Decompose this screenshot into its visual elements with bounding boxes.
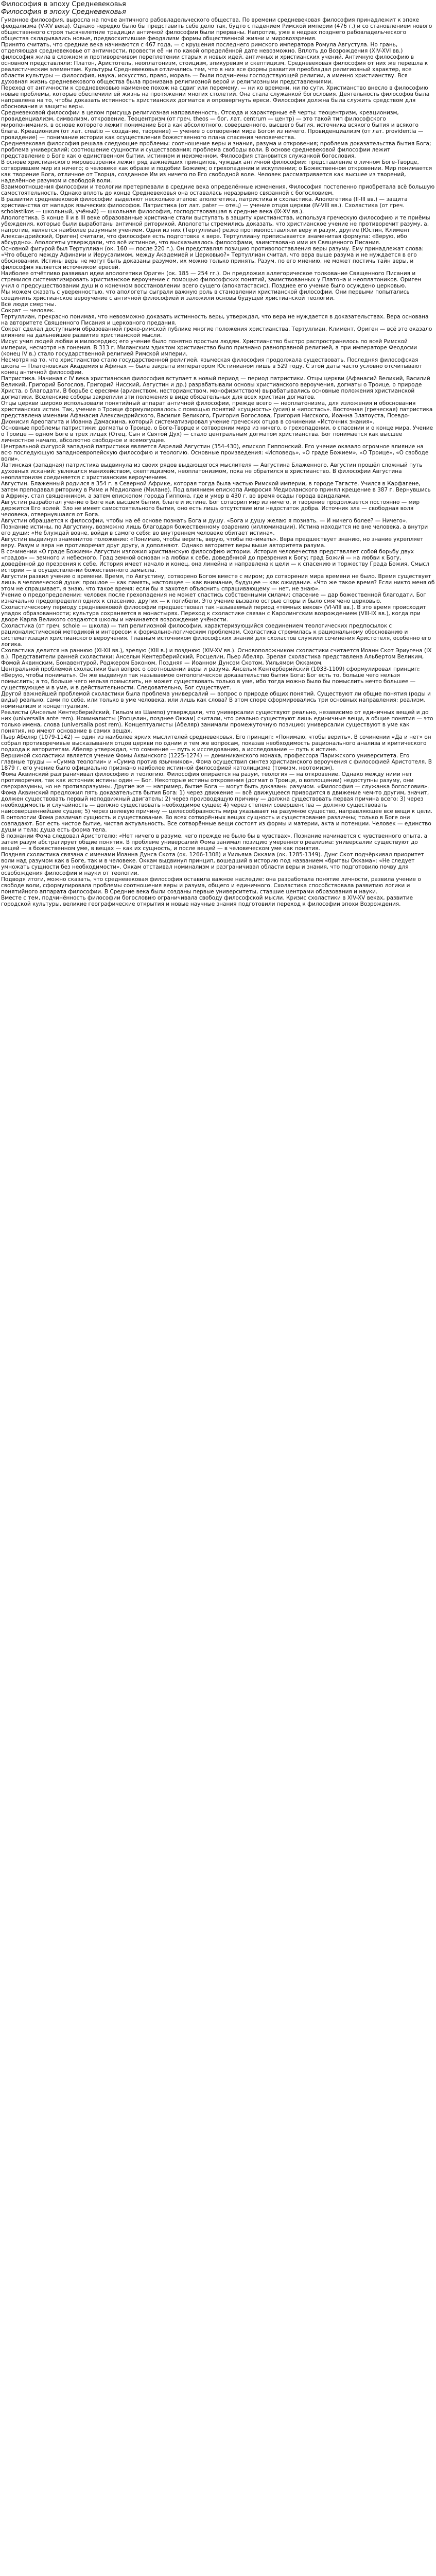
body-paragraph: Наиболее отчётливо развивал идеи апологетики Ориген (ок. 185 — 254 гг.). Он предложил аллегорическое толкование Священного Писания и стремился систематизировать христианское вероучение с помощью философских понятий, заимствованных у Платона и неоплатоников. Ориген учил о предсуществовании душ и о конечном восстановлении всего сущего (апокатастасис). Позднее его учение было осуждено церковью. bbox=[1, 270, 422, 289]
body-paragraph: Гуманное философия, выросла на почве античного рабовладельческого общества. По времени средневековая философия принадлежит к эпохе феодализма (V-XV века). Однако нередко было бы представить себе дело так, будто с падением Римской империи (476 г.) и со становлением нового общественного строя тысячелетние традиции античной философии были прерваны. Напротив, уже в недрах позднего рабовладельческого общества складывались новые, предвосхитившие феодализм формы общественной жизни и мировоззрения. bbox=[1, 17, 432, 42]
body-paragraph: Мы можем сказать с уверенностью, что апологеты сыграли важную роль в становлении христианской философии. Они первыми попытались соединить христианское вероучение с античной философией и заложили основы будущей христианской теологии. bbox=[1, 289, 410, 301]
document-subtitle: Философия в эпоху Средневековья bbox=[1, 8, 126, 16]
document-page bbox=[0, 0, 436, 907]
body-paragraph: Иисус учил людей любви и милосердию; его учение было понятно простым людям. Христианство быстро распространялось по всей Римской империи, несмотря на гонения. В 313 г. Миланским эдиктом христианство было признано равноправной религией, а при императоре Феодосии (конец IV в.) стало государственной религией Римской империи. bbox=[1, 338, 417, 357]
body-paragraph: Несмотря на то, что христианство стало государственной религией, языческая философия продолжала существовать. Последняя философская школа — Платоновская Академия в Афинах — была закрыта императором Юстинианом лишь в 529 году. С этой даты часто условно отсчитывают конец античной философии. bbox=[1, 357, 423, 376]
body-paragraph: Всё люди смертны. bbox=[1, 301, 57, 308]
body-paragraph: Фома Аквинский предложил пять доказательств бытия Бога: 1) через движение — всё движущееся приводится в движение чем-то другим, значит, должен существовать первый неподвижный двигатель; 2) через производящую причину — должна существовать первая причина всего; 3) через необходимость и случайность — должно существовать необходимое сущее; 4) через степени совершенства — должно существовать наисовершеннейшее сущее; 5) через целевую причину — целесообразность мира указывает на разумное существо, направляющее все вещи к цели. bbox=[1, 790, 433, 815]
body-paragraph: Основной фигурой был Тертуллиан (ок. 160 — после 220 г.). Он представлял позицию противопоставления веры разуму. Ему принадлежат слова: «Что общего между Афинами и Иерусалимом, между Академией и Церковью?» Тертуллиан считал, что вера выше разума и не нуждается в его обосновании. Истины веры не могут быть доказаны разумом, их можно только принять. Разум, по его мнению, не может постичь тайн веры, и философия является источником ересей. bbox=[1, 246, 424, 270]
body-paragraph: Сократ — человек. bbox=[1, 308, 55, 314]
body-paragraph: Основные проблемы патристики: догматы о Троице, о Боге-Творце и сотворении мира из ничего, о грехопадении, о спасении и о конце мира. Учение о Троице — одном Боге в трёх лицах (Отец, Сын и Святой Дух) — стало центральным догматом христианства. Бог понимается как высшее личностное начало, абсолютно свободное и всемогущее. bbox=[1, 425, 433, 444]
body-paragraph: Схоластика (от греч. schole — школа) — тип религиозной философии, характеризующийся соединением теологических предпосылок с рационалистической методикой и интересом к формально-логическим проблемам. Схоластика стремилась к рациональному обоснованию и систематизации христианского вероучения. Главным источником философских знаний для схоластов служили сочинения Аристотеля, особенно его логика. bbox=[1, 623, 431, 648]
body-paragraph: Вершиной схоластики является учение Фомы Аквинского (1225-1274) — доминиканского монаха, профессора Парижского университета. Его главные труды — «Сумма теологии» и «Сумма против язычников». Фома осуществил синтез христианского вероучения с философией Аристотеля. В 1879 г. его учение было официально признано наиболее истинной философией католицизма (томизм, неотомизм). bbox=[1, 753, 432, 771]
document-title: Философия в эпоху Средневековья bbox=[1, 1, 126, 8]
body-paragraph: Принято считать, что средние века начинаются с 467 года, — с крушения последнего римского императора Ромула Августула. Но грань, отделяющая средневековье от античности, провести её ни по какой определённой дате невозможно. Вплоть до Возрождения (XIV-XVI вв.) философия жила в сложном и противоречивом переплетении старых и новых идей, античных и христианских учений. Античную философию в основном представляли: Платон, Аристотель, неоплатонизм, стоицизм, эпикуреизм и скептицизм. Средневековая философия от них же перешла к реалистическим элементам. Культуры Средневековья отличались тем, что в них все формы развития преобладал религиозный характер, все области культуры — философия, наука, искусство, право, мораль — были подчинены господствующей религии, а именно христианству. Вся духовная жизнь средневекового общества была пронизана религиозной верой и религиозными представлениями. bbox=[1, 42, 428, 85]
body-paragraph: В онтологии Фома различал сущность и существование. Во всех сотворённых вещах сущность и существование различны; только в Боге они совпадают. Бог есть чистое бытие, чистая актуальность. Все сотворённые вещи состоят из формы и материи, акта и потенции. Человек — единство души и тела; душа есть форма тела. bbox=[1, 815, 431, 833]
body-paragraph: Августин. Блаженный родился в 354 г. в Северной Африке, которая тогда была частью Римской империи, в городе Тагасте. Учился в Карфагене, затем преподавал риторику в Риме и Медиолане (Милане). Под влиянием епископа Амвросия Медиоланского принял крещение в 387 г. Вернувшись в Африку, стал священником, а затем епископом города Гиппона, где и умер в 430 г. во время осады города вандалами. bbox=[1, 481, 431, 499]
body-paragraph: В познании Фома следовал Аристотелю: «Нет ничего в разуме, чего прежде не было бы в чувствах». Познание начинается с чувственного опыта, а затем разум абстрагирует общие понятия. В проблеме универсалий Фома занимал позицию умеренного реализма: универсалии существуют до вещей — в божественном уме, в вещах — как их сущность, и после вещей — в человеческом уме как понятия. bbox=[1, 833, 428, 852]
body-paragraph: Схоластическому периоду средневековой философии предшествовал так называемый период «тёмных веков» (VI-VIII вв.). В это время происходит упадок образованности; культура сохраняется в монастырях. Переход к схоластике связан с Каролингским возрождением (VIII-IX вв.), когда при дворе Карла Великого создаются школы и начинается возрождение учёности. bbox=[1, 604, 426, 623]
body-paragraph: Латинская (западная) патристика выдвинула из своих рядов выдающегося мыслителя — Августина Блаженного. Августин прошёл сложный путь духовных исканий: увлекался манихейством, скептицизмом, неоплатонизмом, пока не обратился в христианство. В философии Августина неоплатонизм соединяется с христианским вероучением. bbox=[1, 462, 423, 481]
body-paragraph: Августин выдвинул знаменитое положение: «Понимаю, чтобы верить, верую, чтобы понимать». Вера предшествует знанию, но знание укрепляет веру. Разум и вера не противоречат друг другу, а дополняют. Однако авторитет веры выше авторитета разума. bbox=[1, 536, 424, 549]
body-paragraph: В сочинении «О граде Божием» Августин изложил христианскую философию истории. История человечества представляет собой борьбу двух «градов» — земного и небесного. Град земной основан на любви к себе, доведённой до презрения к Богу; град Божий — на любви к Богу, доведённой до презрения к себе. История имеет начало и конец, она линейна и направлена к цели — к спасению и торжеству Града Божия. Смысл истории — в осуществлении божественного замысла. bbox=[1, 549, 429, 573]
document-body bbox=[0, 17, 436, 907]
body-paragraph: Тертуллиан, прекрасно понимая, что невозможно доказать истинность веры, утверждал, что вера не нуждается в доказательствах. Вера основана на авторитете Священного Писания и церковного предания. bbox=[1, 314, 429, 326]
body-paragraph: Пьер Абеляр (1079-1142) — один из наиболее ярких мыслителей средневековья. Его принцип: «Понимаю, чтобы верить». В сочинении «Да и нет» он собрал противоречивые высказывания отцов церкви по одним и тем же вопросам, показав необходимость рационального анализа и критического подхода к авторитетам. Абеляр утверждал, что сомнение — путь к исследованию, а исследование — путь к истине. bbox=[1, 734, 431, 753]
body-paragraph: Августин развил учение о времени. Время, по Августину, сотворено Богом вместе с миром; до сотворения мира времени не было. Время существует лишь в человеческой душе: прошлое — как память, настоящее — как внимание, будущее — как ожидание. «Что же такое время? Если никто меня об этом не спрашивает, я знаю, что такое время; если бы я захотел объяснить спрашивающему — нет, не знаю». bbox=[1, 573, 435, 592]
body-paragraph: Другой важнейшей проблемой схоластики была проблема универсалий — вопрос о природе общих понятий. Существуют ли общие понятия (роды и виды) реально, сами по себе, или только в уме человека, или лишь как слова? В этом споре сформировались три основных направления: реализм, номинализм и концептуализм. bbox=[1, 691, 431, 709]
body-paragraph: В развитии средневековой философии выделяют несколько этапов: апологетика, патристика и схоластика. Апологетика (II-III вв.) — защита христианства от нападок языческих философов. Патристика (от лат. pater — отец) — учение отцов церкви (IV-VIII вв.). Схоластика (от греч. scholastikos — школьный, учёный) — школьная философия, господствовавшая в средние века (IX-XV вв.). bbox=[1, 196, 408, 215]
body-paragraph: Подводя итоги, можно сказать, что средневековая философия оставила важное наследие: она разработала понятие личности, развила учение о свободе воли, сформулировала проблемы соотношения веры и разума, общего и единичного. Схоластика способствовала развитию логики и понятийного аппарата философии. В Средние века были созданы первые университеты, ставшие центрами образования и науки. bbox=[1, 876, 421, 895]
body-paragraph: В основе христианского мировоззрения лежит ряд важнейших принципов, чуждых античной философии: представление о личном Боге-Творце, сотворившем мир из ничего; о человеке как образе и подобии Божием; о грехопадении и искуплении; о Божественном откровении. Мир понимается как творение Бога, отличное от Творца, созданное Им из ничего по Его свободной воле. Человек рассматривается как высшее из творений, наделённое разумом и свободой воли. bbox=[1, 159, 432, 184]
body-paragraph: Патристика. Начиная с IV века христианская философия вступает в новый период — период патристики. Отцы церкви (Афанасий Великий, Василий Великий, Григорий Богослов, Григорий Нисский, Августин и др.) разрабатывали основы христианского вероучения, догматы о Троице, о природе Христа, о благодати. В борьбе с ересями (арианством, несторианством, монофизитством) вырабатывались основные положения христианской догматики. Вселенские соборы закрепили эти положения в виде обязательных для всех христиан догматов. bbox=[1, 376, 430, 400]
body-paragraph: Апологетика. В конце II и в III веке образованные христиане стали выступать в защиту христианства, используя греческую философию и те приёмы убеждения, которые были выработаны античной риторикой. Апологеты стремились доказать, что христианское учение не противоречит разуму, а, напротив, является наиболее разумным учением. Одни из них (Тертуллиан) резко противопоставляли веру и разум, другие (Юстин, Климент Александрийский, Ориген) считали, что философия есть подготовка к вере. Тертуллиану приписывается знаменитая формула: «Верую, ибо абсурдно». Апологеты утверждали, что всё истинное, что высказывалось философами, заимствовано ими из Священного Писания. bbox=[1, 215, 430, 246]
body-paragraph: Вместе с тем, подчинённость философии богословию ограничивала свободу философской мысли. Кризис схоластики в XIV-XV веках, развитие городской культуры, великие географические открытия и новые научные знания подготовили переход к философии эпохи Возрождения. bbox=[1, 895, 413, 907]
body-paragraph: Фома Аквинский разграничивал философию и теологию. Философия опирается на разум, теология — на откровение. Однако между ними нет противоречия, так как источник истины один — Бог. Некоторые истины откровения (догмат о Троице, о воплощении) недоступны разуму, они сверхразумны, но не противоразумны. Другие же — например, бытие Бога — могут быть доказаны разумом. «Философия — служанка богословия». bbox=[1, 771, 429, 790]
body-paragraph: Учение о предопределении: человек после грехопадения не может спастись собственными силами; спасение — дар божественной благодати. Бог изначально предопределил одних к спасению, других — к погибели. Это учение вызвало острые споры и было смягчено церковью. bbox=[1, 592, 426, 604]
body-paragraph: Августин разработал учение о Боге как высшем бытии, благе и истине. Бог сотворил мир из ничего, и творение продолжается постоянно — мир держится Его волей. Зло не имеет самостоятельного бытия, оно есть лишь отсутствие или недостаток добра. Источник зла — свободная воля человека, отвернувшаяся от Бога. bbox=[1, 499, 420, 518]
body-paragraph: Отцы церкви широко использовали понятийный аппарат античной философии, прежде всего — неоплатонизма, для изложения и обоснования христианских истин. Так, учение о Троице формулировалось с помощью понятий «сущность» (усия) и «ипостась». Восточная (греческая) патристика представлена именами Афанасия Александрийского, Василия Великого, Григория Богослова, Григория Нисского, Иоанна Златоуста, Псевдо-Дионисия Ареопагита и Иоанна Дамаскина, который систематизировал учение греческих отцов в сочинении «Источник знания». bbox=[1, 400, 433, 425]
body-paragraph: Августин обращается к философии, чтобы на её основе познать Бога и душу. «Бога и душу желаю я познать. — И ничего более? — Ничего». Познание истины, по Августину, возможно лишь благодаря божественному озарению (иллюминации). Истина находится не вне человека, а внутри его души: «Не блуждай вовне, войди в самого себя: во внутреннем человеке обитает истина». bbox=[1, 518, 428, 536]
body-paragraph: Сократ сделал доступными образованной греко-римской публике многие положения христианства. Тертуллиан, Климент, Ориген — всё это оказало влияние на дальнейшее развитие христианской мысли. bbox=[1, 326, 432, 338]
body-paragraph: Поздняя схоластика связана с именами Иоанна Дунса Скота (ок. 1266-1308) и Уильяма Оккама (ок. 1285-1349). Дунс Скот подчёркивал приоритет воли над разумом как в Боге, так и в человеке. Оккам выдвинул принцип, вошедший в историю под названием «бритвы Оккама»: «Не следует умножать сущности без необходимости». Оккам отстаивал номинализм и разграничивал области веры и знания, что подготовило почву для освобождения философии и науки от теологии. bbox=[1, 852, 424, 876]
body-paragraph: Средневековой философии в целом присуща религиозная направленность. Отсюда и характерные её черты: теоцентризм, креационизм, провиденциализм, символизм, откровение. Теоцентризм (от греч. theos — бог, лат. centrum — центр) — это такой тип философского миропонимания, в основе которого лежит понимание Бога как абсолютного, совершенного, высшего бытия, источника всякого бытия и всякого блага. Креационизм (от лат. creatio — создание, творение) — учение о сотворении мира Богом из ничего. Провиденциализм (от лат. providentia — провидение) — понимание истории как осуществления божественного плана спасения человечества. bbox=[1, 110, 424, 141]
body-paragraph: Реалисты (Ансельм Кентерберийский, Гильом из Шампо) утверждали, что универсалии существуют реально, независимо от единичных вещей и до них (universalia ante rem). Номиналисты (Росцелин, позднее Оккам) считали, что реально существуют лишь единичные вещи, а общие понятия — это только имена, слова (universalia post rem). Концептуалисты (Абеляр) занимали промежуточную позицию: универсалии существуют в уме как понятия, но имеют основание в самих вещах. bbox=[1, 709, 433, 734]
body-paragraph: Центральной фигурой западной патристики является Аврелий Августин (354-430), епископ Гиппонский. Его учение оказало огромное влияние на всю последующую западноевропейскую философию и теологию. Основные произведения: «Исповедь», «О граде Божием», «О Троице», «О свободе воли». bbox=[1, 444, 429, 462]
body-paragraph: Центральной проблемой схоластики был вопрос о соотношении веры и разума. Ансельм Кентерберийский (1033-1109) сформулировал принцип: «Верую, чтобы понимать». Он же выдвинул так называемое онтологическое доказательство бытия Бога: Бог есть то, больше чего нельзя помыслить; а то, больше чего нельзя помыслить, не может существовать только в уме, ибо тогда можно было бы помыслить нечто большее — существующее и в уме, и в действительности. Следовательно, Бог существует. bbox=[1, 666, 420, 691]
body-paragraph: Переход от античности к средневековью наименее похож на сдвиг или перемену, — ни ко времени, ни по сути. Христианство внесло в философию новые проблемы, которые обеспечили ей жизнь на протяжении многих столетий. Она стала служанкой богословия. Деятельность философов была направлена на то, чтобы доказать истинность христианских догматов и опровергнуть ереси. Философия должна была служить средством для обоснования и защиты веры. bbox=[1, 85, 430, 110]
body-paragraph: Схоластика делится на раннюю (XI-XII вв.), зрелую (XIII в.) и позднюю (XIV-XV вв.). Основоположником схоластики считается Иоанн Скот Эриугена (IX в.). Представители ранней схоластики: Ансельм Кентерберийский, Росцелин, Пьер Абеляр. Зрелая схоластика представлена Альбертом Великим, Фомой Аквинским, Бонавентурой, Роджером Бэконом. Поздняя — Иоанном Дунсом Скотом, Уильямом Оккамом. bbox=[1, 648, 432, 666]
body-paragraph: Средневековая философия решала следующие проблемы: соотношение веры и знания, разума и откровения; проблема доказательства бытия Бога; проблема универсалий; соотношение сущности и существования; проблема свободы воли. В основе средневековой философии лежит представление о Боге как о единственном бытии, истинном и неизменном. Философия становится служанкой богословия. bbox=[1, 141, 431, 159]
body-paragraph: Взаимоотношения философии и теологии претерпевали в средние века определённые изменения. Философия постепенно приобретала всё большую самостоятельность. Однако вплоть до конца Средневековья она оставалась неразрывно связанной с богословием. bbox=[1, 184, 435, 196]
